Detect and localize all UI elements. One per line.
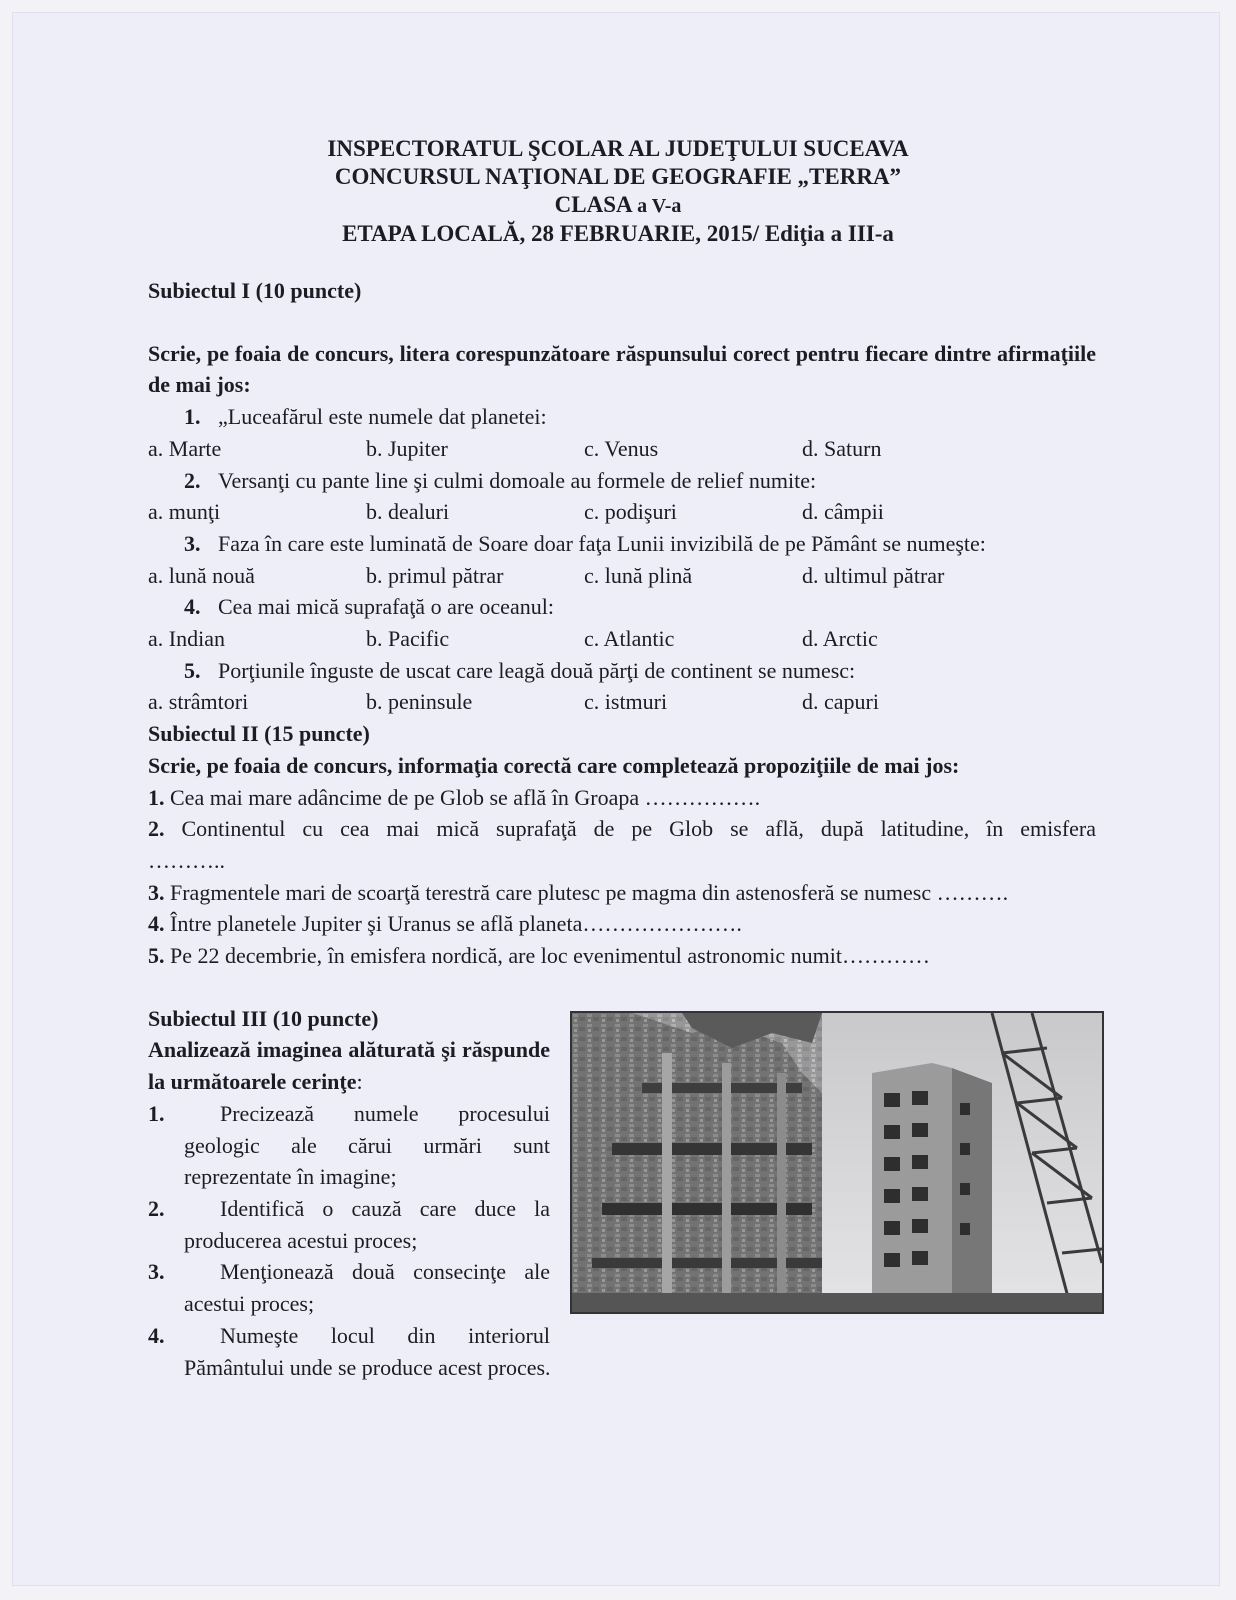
option-d: d. capuri [802,689,879,715]
item-number: 2. [148,816,165,842]
subject-1-question [148,401,1096,464]
document-header [0,135,1236,248]
subject-3-item [148,1320,550,1352]
instruction-colon: : [356,1069,363,1095]
header-class-label: CLASA [554,192,632,217]
instruction-text: Analizează imaginea alăturată şi răspunde la următoarele cerinţe [148,1037,550,1095]
option-b: b. primul pătrar [366,562,504,588]
option-b: b. Jupiter [366,435,448,461]
item-number: 3. [148,1259,165,1285]
question-text: „Luceafărul este numele dat planetei: [218,404,547,430]
subject-2-item [148,782,1096,814]
photo-illustration [572,1013,1102,1312]
item-number: 1. [148,784,165,810]
subject-3-item [148,1256,550,1319]
question-text: Faza în care este luminată de Soare doar faţa Lunii invizibilă de pe Pământ se numeşte: [218,530,986,556]
item-number: 4. [148,1322,165,1348]
option-c: c. podişuri [584,499,677,525]
answer-options [148,623,1096,655]
subject-1-question [148,655,1096,718]
subject-2-item-continued: ……….. [148,847,225,873]
subject-1-question [148,591,1096,654]
subject-3 [148,1003,550,1383]
question-text: Porţiunile înguste de uscat care leagă două părţi de continent se numesc: [218,657,856,683]
option-b: b. Pacific [366,626,450,652]
item-text: Pe 22 decembrie, în emisfera nordică, are loc evenimentul astronomic numit………… [170,943,930,969]
subject-1-title: Subiectul I (10 puncte) [148,278,362,303]
option-c: c. lună plină [584,562,693,588]
option-a: a. Marte [148,435,222,461]
question-number: 5. [184,657,201,683]
option-b: b. dealuri [366,499,450,525]
header-line-3 [0,191,1236,220]
subject-2-title: Subiectul II (15 puncte) [148,721,370,747]
option-d: d. Saturn [802,435,882,461]
subject-2-item [148,908,1096,940]
option-d: d. câmpii [802,499,884,525]
header-class-value: a V-a [637,195,682,217]
subject-3-instruction [148,1034,550,1097]
item-text: Continentul cu cea mai mică suprafaţă de pe Glob se află, după latitudine, în emisfera [181,816,1096,842]
item-number: 4. [148,911,165,937]
item-number: 5. [148,943,165,969]
subject-3-item [148,1098,550,1193]
option-a: a. munţi [148,499,221,525]
option-a: a. Indian [148,626,225,652]
header-line-2: CONCURSUL NAŢIONAL DE GEOGRAFIE „TERRA” [334,164,902,189]
option-c: c. Venus [584,435,659,461]
answer-options [148,686,1096,718]
item-text: Identifică o cauză care duce la producerea acestui proces; [184,1195,550,1253]
option-a: a. strâmtori [148,689,249,715]
header-line-1: INSPECTORATUL ŞCOLAR AL JUDEŢULUI SUCEAVA [327,136,909,161]
subject-2-item [148,877,1096,909]
item-text: Fragmentele mari de scoarţă terestră care plutesc pe magma din astenosferă se numesc ………. [170,879,1009,905]
subject-2-instruction: Scrie, pe foaia de concurs, informaţia corectă care completează propoziţiile de mai jos: [148,752,960,778]
subject-1-question [148,528,1096,591]
item-text: Cea mai mare adâncime de pe Glob se află în Groapa ……………. [170,784,761,810]
option-d: d. Arctic [802,626,878,652]
option-d: d. ultimul pătrar [802,562,945,588]
question-number: 4. [184,594,201,620]
question-text: Versanţi cu pante line şi culmi domoale au formele de relief numite: [218,467,817,493]
question-text: Cea mai mică suprafaţă o are oceanul: [218,594,554,620]
option-b: b. peninsule [366,689,473,715]
subject-1-question [148,465,1096,528]
subject-2-item [148,813,1096,845]
question-number: 2. [184,467,201,493]
item-text: Între planetele Jupiter şi Uranus se află planeta…………………. [170,911,742,937]
item-text: Numeşte locul din interiorul [220,1322,550,1348]
question-number: 1. [184,404,201,430]
header-line-4: ETAPA LOCALĂ, 28 FEBRUARIE, 2015/ Ediţia a III-a [342,221,894,246]
item-text: Menţionează două consecinţe ale acestui proces; [184,1259,550,1317]
answer-options [148,433,1096,465]
option-a: a. lună nouă [148,562,255,588]
question-number: 3. [184,530,201,556]
subject-2 [148,718,1096,972]
subject-2-item [148,940,1096,972]
answer-options [148,496,1096,528]
item-text: Precizează numele procesului geologic ale cărui urmări sunt reprezentate în imagine; [184,1100,550,1190]
option-c: c. istmuri [584,689,668,715]
item-number: 3. [148,879,165,905]
subject-3-title: Subiectul III (10 puncte) [148,1005,379,1031]
subject-1-instruction: Scrie, pe foaia de concurs, litera corespunzătoare răspunsului corect pentru fiecare dintre afirmaţiile de mai jos: [148,340,1096,398]
answer-options [148,560,1096,592]
item-text-continued: Pământului unde se produce acest proces. [184,1354,551,1380]
item-number: 1. [148,1100,165,1126]
collapsed-building-photo [570,1011,1104,1314]
option-c: c. Atlantic [584,626,675,652]
subject-3-item [148,1193,550,1256]
item-number: 2. [148,1195,165,1221]
